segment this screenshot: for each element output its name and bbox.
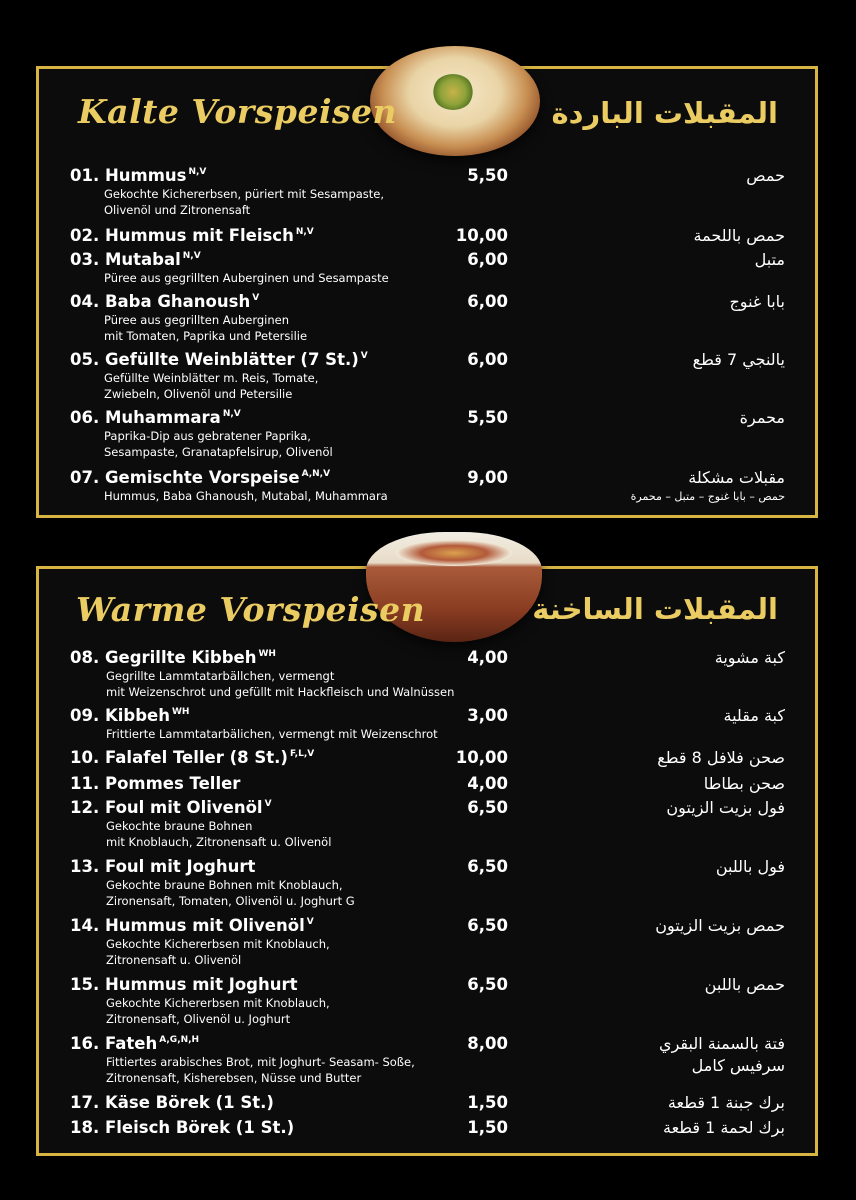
item-price: 1,50 [467, 1118, 508, 1137]
item-description [106, 995, 330, 1027]
item-price: 3,00 [467, 706, 508, 725]
item-description [104, 270, 389, 286]
item-name-arabic: برك لحمة 1 قطعة [662, 1118, 785, 1137]
description-line: Püree aus gegrillten Auberginen [104, 313, 290, 327]
item-name-arabic: فول بزيت الزيتون [666, 798, 785, 817]
item-description [106, 936, 330, 968]
item-name-text: 14. Hummus mit Olivenöl [70, 916, 305, 935]
allergen-codes: F,L,V [289, 749, 315, 759]
description-line: Gekochte Kichererbsen mit Knoblauch, [106, 996, 330, 1010]
item-price: 9,00 [467, 468, 508, 487]
item-name-text: 17. Käse Börek (1 St.) [70, 1093, 274, 1112]
allergen-codes: N,V [222, 409, 241, 419]
item-name [70, 774, 240, 793]
description-line: Gekochte Kichererbsen, püriert mit Sesampaste, [104, 187, 385, 201]
description-line: Püree aus gegrillten Auberginen und Sesampaste [104, 271, 389, 285]
item-name [70, 166, 206, 185]
item-name [70, 975, 298, 994]
item-name-arabic: متبل [754, 250, 785, 269]
item-name [70, 648, 276, 667]
item-name [70, 798, 272, 817]
item-name-text: 12. Foul mit Olivenöl [70, 798, 263, 817]
item-name-arabic: حمص باللبن [704, 975, 785, 994]
item-price: 6,00 [467, 250, 508, 269]
item-description [104, 186, 384, 218]
description-line: Zironensaft, Tomaten, Olivenöl u. Joghurt G [106, 894, 355, 908]
allergen-codes: N,V [295, 227, 314, 237]
cold-section-title: Kalte Vorspeisen [78, 92, 398, 131]
item-description [106, 877, 355, 909]
item-description [106, 668, 454, 700]
item-name-text: 05. Gefüllte Weinblätter (7 St.) [70, 350, 359, 369]
warm-section-title-ar: المقبلات الساخنة [532, 592, 778, 626]
item-name [70, 1118, 294, 1137]
description-line: Frittierte Lammtatarbälichen, vermengt mit Weizenschrot [106, 727, 438, 741]
item-description [106, 726, 438, 742]
item-price: 6,00 [467, 350, 508, 369]
item-price: 10,00 [455, 748, 508, 767]
item-name-arabic: حمص [746, 166, 785, 185]
description-line: Fittiertes arabisches Brot, mit Joghurt- Seasam- Soße, [106, 1055, 415, 1069]
description-line: mit Tomaten, Paprika und Petersilie [104, 329, 308, 343]
description-line: Gekochte braune Bohnen [106, 819, 253, 833]
item-price: 4,00 [467, 648, 508, 667]
item-name-arabic: صحن بطاطا [703, 774, 785, 793]
allergen-codes: WH [171, 707, 190, 717]
item-name [70, 706, 189, 725]
item-price: 5,50 [467, 166, 508, 185]
description-line: Zitronensaft, Kisherebsen, Nüsse und Butter [106, 1071, 362, 1085]
item-name-text: 07. Gemischte Vorspeise [70, 468, 300, 487]
allergen-codes: V [360, 351, 368, 361]
item-name-arabic: فتة بالسمنة البقري [659, 1034, 785, 1053]
item-price: 4,00 [467, 774, 508, 793]
item-name-arabic: يالنجي 7 قطع [692, 350, 785, 369]
item-price: 6,50 [467, 798, 508, 817]
description-line: Gekochte braune Bohnen mit Knoblauch, [106, 878, 343, 892]
item-name [70, 748, 314, 767]
description-line: Gegrillte Lammtatarbällchen, vermengt [106, 669, 335, 683]
item-name-text: 03. Mutabal [70, 250, 181, 269]
item-name-arabic: فول باللبن [715, 857, 785, 876]
item-name-text: 13. Foul mit Joghurt [70, 857, 256, 876]
description-line: Gekochte Kichererbsen mit Knoblauch, [106, 937, 330, 951]
item-name-arabic: بابا غنوج [729, 292, 785, 311]
item-name-text: 11. Pommes Teller [70, 774, 241, 793]
description-line: Paprika-Dip aus gebratener Paprika, [104, 429, 311, 443]
item-price: 1,50 [467, 1093, 508, 1112]
item-description [106, 818, 331, 850]
item-name [70, 468, 330, 487]
description-line: Gefüllte Weinblätter m. Reis, Tomate, [104, 371, 319, 385]
description-line: Sesampaste, Granatapfelsirup, Olivenöl [104, 445, 333, 459]
item-name [70, 350, 368, 369]
item-description-arabic: حمص – بابا غنوج – متبل – محمرة [630, 490, 785, 503]
item-name-text: 10. Falafel Teller (8 St.) [70, 748, 288, 767]
item-name-arabic: برك جبنة 1 قطعة [667, 1093, 785, 1112]
item-name [70, 226, 314, 245]
item-name-arabic: حمص بزيت الزيتون [655, 916, 785, 935]
item-name-text: 18. Fleisch Börek (1 St.) [70, 1118, 295, 1137]
allergen-codes: N,V [182, 251, 201, 261]
item-name-arabic: صحن فلافل 8 قطع [657, 748, 785, 767]
item-name-text: 02. Hummus mit Fleisch [70, 226, 294, 245]
item-name-arabic-line2: سرفيس كامل [691, 1056, 785, 1075]
item-price: 6,50 [467, 916, 508, 935]
allergen-codes: A,N,V [301, 469, 331, 479]
item-name-text: 08. Gegrillte Kibbeh [70, 648, 257, 667]
item-name-text: 16. Fateh [70, 1034, 158, 1053]
item-name-text: 06. Muhammara [70, 408, 221, 427]
allergen-codes: N,V [188, 167, 207, 177]
description-line: Zitronensaft, Olivenöl u. Joghurt [106, 1012, 291, 1026]
item-description [104, 488, 388, 504]
item-price: 10,00 [455, 226, 508, 245]
item-name-arabic: كبة مقلية [723, 706, 785, 725]
item-price: 6,00 [467, 292, 508, 311]
item-name [70, 408, 241, 427]
allergen-codes: V [264, 799, 272, 809]
description-line: mit Weizenschrot und gefüllt mit Hackfleisch und Walnüssen [106, 685, 455, 699]
item-name-arabic: محمرة [739, 408, 785, 427]
item-description [106, 1054, 415, 1086]
item-description [104, 370, 318, 402]
cold-section-title-ar: المقبلات الباردة [551, 96, 778, 130]
item-price: 5,50 [467, 408, 508, 427]
description-line: Olivenöl und Zitronensaft [104, 203, 251, 217]
description-line: Hummus, Baba Ghanoush, Mutabal, Muhammara [104, 489, 388, 503]
item-name-text: 15. Hummus mit Joghurt [70, 975, 298, 994]
description-line: Zwiebeln, Olivenöl und Petersilie [104, 387, 293, 401]
item-description [104, 428, 333, 460]
item-name-arabic: مقبلات مشكلة [688, 468, 785, 487]
warm-section-title: Warme Vorspeisen [76, 590, 426, 629]
item-name-text: 04. Baba Ghanoush [70, 292, 251, 311]
description-line: Zitronensaft u. Olivenöl [106, 953, 242, 967]
item-price: 8,00 [467, 1034, 508, 1053]
item-price: 6,50 [467, 975, 508, 994]
description-line: mit Knoblauch, Zitronensaft u. Olivenöl [106, 835, 332, 849]
item-name [70, 250, 201, 269]
item-description [104, 312, 307, 344]
item-name [70, 1093, 274, 1112]
item-name-text: 01. Hummus [70, 166, 187, 185]
item-name [70, 1034, 199, 1053]
item-name [70, 292, 259, 311]
allergen-codes: V [306, 917, 314, 927]
allergen-codes: WH [258, 649, 276, 659]
item-name-arabic: كبة مشوية [714, 648, 785, 667]
allergen-codes: A,G,N,H [159, 1035, 200, 1045]
item-name [70, 857, 255, 876]
item-name [70, 916, 314, 935]
allergen-codes: V [252, 293, 260, 303]
item-price: 6,50 [467, 857, 508, 876]
item-name-arabic: حمص باللحمة [693, 226, 785, 245]
item-name-text: 09. Kibbeh [70, 706, 170, 725]
